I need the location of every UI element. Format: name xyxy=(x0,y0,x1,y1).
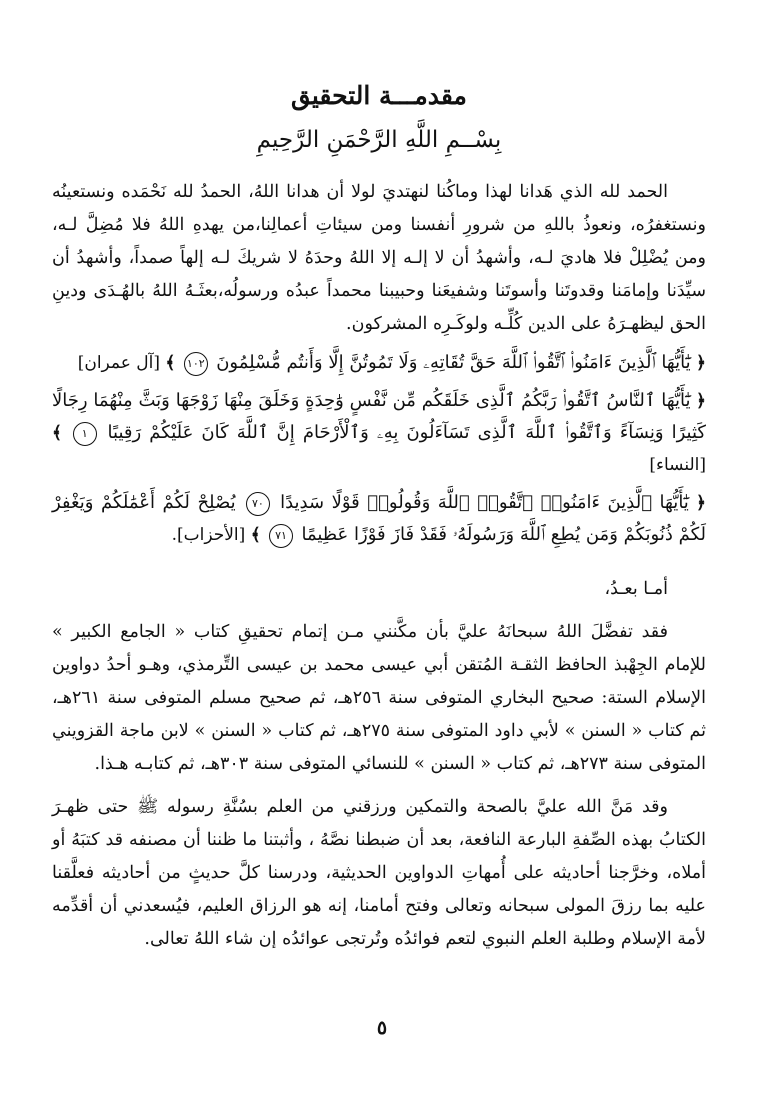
intro-paragraph: الحمد لله الذي هَدانا لهذا وماكُنا لنهتديَ لولا أن هدانا اللهُ، الحمدُ لله نَحْمَده ونستعينُه ونستغفرُه، ونعوذُ باللهِ من شرورِ أنفسنا ومن سيئاتِ أعمالِنا،من يهدهِ اللهُ فلا مُضِلَّ لـه، ومن يُضْلِلْ فلا هاديَ لـه، وأشهدُ أن لا إلـه إلا اللهُ وحدَهُ لا شريكَ لـه إلهاً صمداً، وأشهدُ أن سيِّدَنا وإمامَنا وقدوتَنا وأسوتَنا وشفيعَنا وحبيبنا محمداً عبدُه ورسولُه،بعثَـهُ اللهُ بالهُـدَى ودينِ الحق ليظهـرَهُ على الدين كُلِّـه ولوكَـرِه المشركون. xyxy=(52,182,706,334)
verse-number-marker: ١ xyxy=(73,422,97,446)
verse-an-nisa xyxy=(52,385,706,481)
verse-al-ahzab xyxy=(52,487,706,551)
verse-text: يَٰٓأَيُّهَا ٱلَّذِينَ ءَامَنُوا۟ ٱتَّقُوا۟ ٱللَّهَ حَقَّ تُقَاتِهِۦ وَلَا تَمُوتُنَّ إِلَّا وَأَنتُم مُّسْلِمُونَ xyxy=(216,352,691,373)
verse-number-marker: ٧٠ xyxy=(246,492,270,516)
verse-reference: [الأحزاب]. xyxy=(171,525,246,545)
verse-text: يُصْلِحْ لَكُمْ أَعْمَٰلَكُمْ وَيَغْفِرْ لَكُمْ ذُنُوبَكُمْ وَمَن يُطِعِ ٱللَّهَ وَرَسُولَهُۥ فَقَدْ فَازَ فَوْزًا عَظِيمًا xyxy=(52,492,706,545)
verse-close-bracket: ﴾ xyxy=(250,525,261,545)
verse-close-bracket: ﴾ xyxy=(52,423,62,443)
verse-open-bracket: ﴿ xyxy=(696,493,706,513)
verse-reference: [آل عمران] xyxy=(77,353,161,373)
body-paragraph: فقد تفضَّلَ اللهُ سبحانَهُ عليَّ بأن مكَّنني مـن إتمام تحقيقِ كتاب « الجامع الكبير » للإمام الجِهْبذ الحافظ الثقـة المُتقن أبي عيسى محمد بن عيسى التِّرمذي، وهـو أحدُ دواوين الإسلام الستة: صحيح البخاري المتوفى سنة ٢٥٦هـ، ثم صحيح مسلم المتوفى سنة ٢٦١هـ، ثم كتاب « السنن » لأبي داود المتوفى سنة ٢٧٥هـ، ثم كتاب « السنن » لابن ماجة القزويني المتوفى سنة ٢٧٣هـ، ثم كتاب « السنن » للنسائي المتوفى سنة ٣٠٣هـ، ثم كتابـه هـذا. xyxy=(52,622,707,774)
verse-text: يَٰٓأَيُّهَا ٱلنَّاسُ ٱتَّقُوا۟ رَبَّكُمُ ٱلَّذِى خَلَقَكُم مِّن نَّفْسٍ وَٰحِدَةٍ وَخَلَقَ مِنْهَا زَوْجَهَا وَبَثَّ مِنْهُمَا رِجَالًا كَثِيرًا وَنِسَآءً وَٱتَّقُوا۟ ٱللَّهَ ٱلَّذِى تَسَآءَلُونَ بِهِۦ وَٱلْأَرْحَامَ إِنَّ ٱللَّهَ كَانَ عَلَيْكُمْ رَقِيبًا xyxy=(52,390,706,443)
verse-number-marker: ٧١ xyxy=(269,524,293,548)
verse-close-bracket: ﴾ xyxy=(165,353,176,373)
verse-number-marker: ١٠٢ xyxy=(184,352,208,376)
basmala: بِسْــمِ اللَّهِ الرَّحْمَنِ الرَّحِيمِ xyxy=(256,127,502,153)
verse-open-bracket: ﴿ xyxy=(696,391,706,411)
amma-baad: أمـا بعـدُ، xyxy=(604,579,668,599)
verse-reference: [النساء] xyxy=(649,455,706,475)
verse-text: يَٰٓأَيُّهَا ٱلَّذِينَ ءَامَنُوا۟ ٱتَّقُوا۟ ٱللَّهَ وَقُولُوا۟ قَوْلًا سَدِيدًا xyxy=(280,492,689,513)
verse-al-imran xyxy=(52,347,706,379)
page-title: مقدمـــة التحقيق xyxy=(291,81,467,110)
page-number: ٥ xyxy=(376,1017,388,1039)
paragraph-gap xyxy=(52,781,706,791)
body-paragraph: وقد مَنَّ الله عليَّ بالصحة والتمكين ورزقني من العلم بسُنَّةِ رسوله ﷺ حتى ظهـرَ الكتابُ بهذه الصِّفةِ البارعة النافعة، بعد أن ضبطنا نصَّهُ ، وأثبتنا ما ظننا أن مصنفه قد كتبَهُ أو أملاه، وخرَّجنا أحاديثه على أُمهاتِ الدواوين الحديثية، ودرسنا كلَّ حديثٍ من أحاديثه فعلَّقنا عليه بما رزقَ المولى سبحانه وتعالى وفتح أمامنا، إنه هو الرزاق العليم، فيُسعدني أن أقدِّمه لأمة الإسلام وطلبة العلم النبوي لتعم فوائدُه وتُرتجى عوائدُه إن شاء اللهُ تعالى. xyxy=(52,797,706,949)
verse-open-bracket: ﴿ xyxy=(696,353,706,373)
